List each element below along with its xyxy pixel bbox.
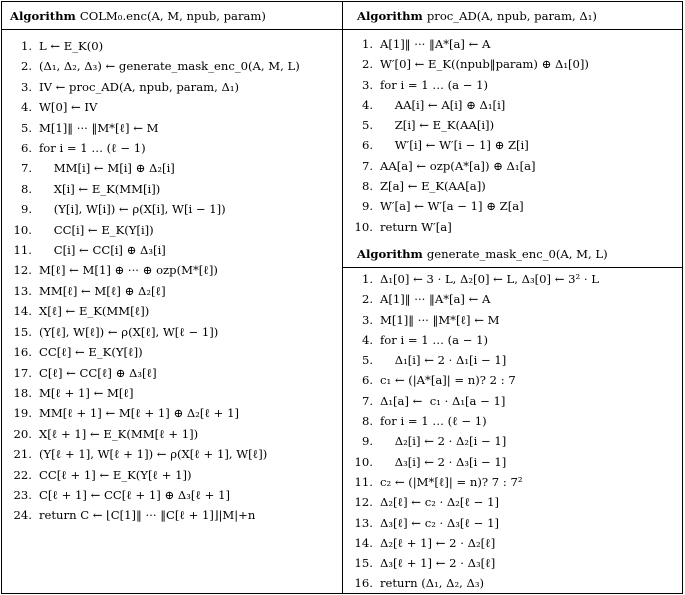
line-number: 6. [361, 138, 373, 153]
line-text: c₁ ← (|A*[a]| = n)? 2 : 7 [380, 373, 516, 388]
colm-lines [2, 36, 300, 526]
algorithm-line [2, 444, 300, 464]
line-number: 20. [13, 426, 32, 441]
algorithm-line [2, 199, 300, 219]
line-number: 14. [13, 304, 32, 319]
line-number: 13. [13, 283, 32, 298]
line-text: Δ₁[a] ← c₁ · Δ₁[a − 1] [380, 393, 506, 408]
line-text: CC[ℓ] ← E_K(Y[ℓ]) [39, 345, 143, 360]
line-number: 15. [354, 556, 373, 571]
algorithm-line [343, 573, 599, 593]
algorithm-line [2, 403, 300, 423]
algorithm-line [343, 196, 589, 216]
line-text: Δ₁[0] ← 3 · L, Δ₂[0] ← L, Δ₃[0] ← 3² · L [380, 272, 599, 286]
line-number: 23. [13, 487, 32, 502]
algorithm-line [343, 176, 589, 196]
algorithm-line [2, 77, 300, 97]
algorithm-line [2, 260, 300, 280]
line-text: (Y[i], W[i]) ← ρ(X[i], W[i − 1]) [39, 202, 226, 217]
line-text: MM[ℓ + 1] ← M[ℓ + 1] ⊕ Δ₂[ℓ + 1] [39, 406, 239, 421]
line-number: 15. [13, 324, 32, 339]
line-number: 9. [361, 434, 373, 449]
line-text: C[i] ← CC[i] ⊕ Δ₃[i] [39, 243, 166, 258]
line-number: 2. [361, 292, 373, 307]
title-rule [343, 267, 683, 268]
line-number: 11. [354, 474, 373, 489]
algorithm-line [343, 135, 589, 155]
algorithm-line [343, 513, 599, 533]
algorithm-line [343, 350, 599, 370]
algorithm-name: generate_mask_enc_0(A, M, L) [426, 247, 608, 261]
line-text: return C ← ⌊C[1]‖ ··· ‖C[ℓ + 1]⌋|M|+n [39, 508, 256, 523]
line-text: for i = 1 … (ℓ − 1) [380, 414, 487, 429]
gen-mask-algorithm-title [357, 246, 608, 263]
line-text: (Δ₁, Δ₂, Δ₃) ← generate_mask_enc_0(A, M, L) [39, 59, 300, 74]
algorithm-line [343, 75, 589, 95]
algorithm-line [2, 322, 300, 342]
algorithm-line [2, 158, 300, 178]
algorithm-line [343, 391, 599, 411]
line-number: 12. [13, 263, 32, 278]
line-number: 5. [361, 353, 373, 368]
line-text: AA[a] ← ozp(A*[a]) ⊕ Δ₁[a] [380, 158, 536, 173]
algorithm-line [343, 115, 589, 135]
algorithm-line [343, 269, 599, 289]
line-text: X[ℓ + 1] ← E_K(MM[ℓ + 1]) [39, 426, 199, 441]
left-column [2, 2, 343, 593]
line-number: 8. [361, 179, 373, 194]
algorithm-line [343, 217, 589, 237]
algorithm-line [2, 505, 300, 525]
algorithm-line [343, 553, 599, 573]
line-text: Δ₂[ℓ] ← c₂ · Δ₂[ℓ − 1] [380, 495, 499, 510]
algorithm-line [343, 411, 599, 431]
algorithm-line [2, 301, 300, 321]
algorithm-line [2, 383, 300, 403]
line-number: 6. [20, 141, 32, 156]
line-text: Δ₂[i] ← 2 · Δ₂[i − 1] [380, 434, 507, 449]
line-text: c₂ ← (|M*[ℓ]| = n)? 7 : 7² [380, 474, 523, 489]
line-number: 17. [13, 365, 32, 380]
algorithm-line [343, 54, 589, 74]
algorithm-line [343, 95, 589, 115]
algorithm-line [343, 533, 599, 553]
gen-mask-lines [343, 269, 599, 594]
line-number: 24. [13, 508, 32, 523]
line-text: for i = 1 … (a − 1) [380, 77, 489, 92]
line-text: Z[i] ← E_K(AA[i]) [380, 118, 495, 133]
line-number: 10. [354, 219, 373, 234]
algorithm-line [2, 465, 300, 485]
line-text: A[1]‖ ··· ‖A*[a] ← A [380, 292, 491, 307]
line-text: M[1]‖ ··· ‖M*[ℓ] ← M [380, 312, 500, 327]
line-text: for i = 1 … (ℓ − 1) [39, 141, 146, 156]
algorithm-line [2, 342, 300, 362]
colm-algorithm-title [10, 8, 266, 25]
algorithm-line [2, 240, 300, 260]
line-number: 4. [361, 97, 373, 112]
line-text: MM[i] ← M[i] ⊕ Δ₂[i] [39, 161, 175, 176]
algorithm-line [2, 138, 300, 158]
line-number: 1. [361, 37, 373, 51]
line-number: 14. [354, 535, 373, 550]
line-number: 6. [361, 373, 373, 388]
line-number: 10. [354, 454, 373, 469]
line-text: L ← E_K(0) [39, 39, 104, 53]
line-number: 19. [13, 406, 32, 421]
line-number: 11. [13, 243, 32, 258]
algorithm-keyword: Algorithm [357, 9, 423, 23]
line-number: 7. [361, 158, 373, 173]
title-rule [2, 29, 342, 30]
algorithm-line [2, 363, 300, 383]
algorithm-line [2, 179, 300, 199]
algorithm-line [2, 97, 300, 117]
line-text: (Y[ℓ + 1], W[ℓ + 1]) ← ρ(X[ℓ + 1], W[ℓ]) [39, 447, 268, 462]
line-text: M[1]‖ ··· ‖M*[ℓ] ← M [39, 120, 159, 135]
algorithm-line [343, 34, 589, 54]
algorithm-name: proc_AD(A, npub, param, Δ₁) [426, 9, 597, 23]
line-number: 4. [361, 332, 373, 347]
algorithm-line [2, 220, 300, 240]
line-number: 8. [361, 414, 373, 429]
line-number: 13. [354, 515, 373, 530]
line-text: IV ← proc_AD(A, npub, param, Δ₁) [39, 79, 240, 94]
line-text: A[1]‖ ··· ‖A*[a] ← A [380, 37, 491, 51]
title-rule [343, 29, 683, 30]
line-number: 1. [20, 39, 32, 53]
line-text: (Y[ℓ], W[ℓ]) ← ρ(X[ℓ], W[ℓ − 1]) [39, 324, 219, 339]
algorithm-keyword: Algorithm [10, 9, 76, 23]
line-text: Z[a] ← E_K(AA[a]) [380, 179, 486, 194]
line-number: 4. [20, 100, 32, 115]
algorithm-line [343, 370, 599, 390]
line-text: Δ₃[i] ← 2 · Δ₃[i − 1] [380, 454, 507, 469]
algorithm-line [343, 492, 599, 512]
line-number: 7. [20, 161, 32, 176]
algorithm-line [343, 310, 599, 330]
line-number: 8. [20, 181, 32, 196]
line-text: C[ℓ] ← CC[ℓ] ⊕ Δ₃[ℓ] [39, 365, 157, 380]
line-number: 21. [13, 447, 32, 462]
line-text: return (Δ₁, Δ₂, Δ₃) [380, 576, 485, 591]
line-text: X[i] ← E_K(MM[i]) [39, 181, 161, 196]
line-number: 7. [361, 393, 373, 408]
algorithm-line [343, 330, 599, 350]
line-text: M[ℓ] ← M[1] ⊕ ··· ⊕ ozp(M*[ℓ]) [39, 263, 218, 278]
proc-ad-algorithm-title [357, 8, 597, 25]
algorithm-line [2, 118, 300, 138]
line-number: 3. [20, 79, 32, 94]
algorithm-line [2, 281, 300, 301]
algorithm-line [343, 452, 599, 472]
line-number: 1. [361, 272, 373, 286]
line-number: 18. [13, 385, 32, 400]
line-number: 16. [13, 345, 32, 360]
algorithm-name: COLM₀.enc(A, M, npub, param) [79, 9, 266, 23]
line-number: 2. [20, 59, 32, 74]
line-text: W′[i] ← W′[i − 1] ⊕ Z[i] [380, 138, 529, 153]
line-text: C[ℓ + 1] ← CC[ℓ + 1] ⊕ Δ₃[ℓ + 1] [39, 487, 230, 502]
line-number: 22. [13, 467, 32, 482]
line-number: 5. [361, 118, 373, 133]
line-text: W′[a] ← W′[a − 1] ⊕ Z[a] [380, 199, 524, 214]
algorithm-line [2, 36, 300, 56]
line-text: Δ₂[ℓ + 1] ← 2 · Δ₂[ℓ] [380, 535, 496, 550]
line-number: 12. [354, 495, 373, 510]
algorithm-keyword: Algorithm [357, 247, 423, 261]
algorithm-line [2, 424, 300, 444]
line-text: for i = 1 … (a − 1) [380, 332, 489, 347]
line-text: CC[ℓ + 1] ← E_K(Y[ℓ + 1]) [39, 467, 192, 482]
line-text: return W′[a] [380, 219, 452, 234]
line-number: 3. [361, 312, 373, 327]
line-text: X[ℓ] ← E_K(MM[ℓ]) [39, 304, 150, 319]
line-text: MM[ℓ] ← M[ℓ] ⊕ Δ₂[ℓ] [39, 283, 166, 298]
line-text: Δ₃[ℓ] ← c₂ · Δ₃[ℓ − 1] [380, 515, 499, 530]
line-number: 2. [361, 57, 373, 72]
algorithms-figure [1, 1, 683, 594]
line-number: 5. [20, 120, 32, 135]
line-number: 9. [361, 199, 373, 214]
line-number: 10. [13, 222, 32, 237]
line-text: Δ₃[ℓ + 1] ← 2 · Δ₃[ℓ] [380, 556, 496, 571]
line-text: Δ₁[i] ← 2 · Δ₁[i − 1] [380, 353, 507, 368]
algorithm-line [2, 485, 300, 505]
algorithm-line [343, 431, 599, 451]
algorithm-line [343, 472, 599, 492]
algorithm-line [2, 56, 300, 76]
line-text: W[0] ← IV [39, 100, 98, 115]
algorithm-line [343, 289, 599, 309]
line-number: 3. [361, 77, 373, 92]
proc-ad-lines [343, 34, 589, 237]
line-number: 16. [354, 576, 373, 591]
line-text: M[ℓ + 1] ← M[ℓ] [39, 385, 134, 400]
line-text: W′[0] ← E_K((npub‖param) ⊕ Δ₁[0]) [380, 57, 589, 72]
line-text: AA[i] ← A[i] ⊕ Δ₁[i] [380, 97, 506, 112]
line-text: CC[i] ← E_K(Y[i]) [39, 222, 154, 237]
algorithm-line [343, 156, 589, 176]
line-number: 9. [20, 202, 32, 217]
